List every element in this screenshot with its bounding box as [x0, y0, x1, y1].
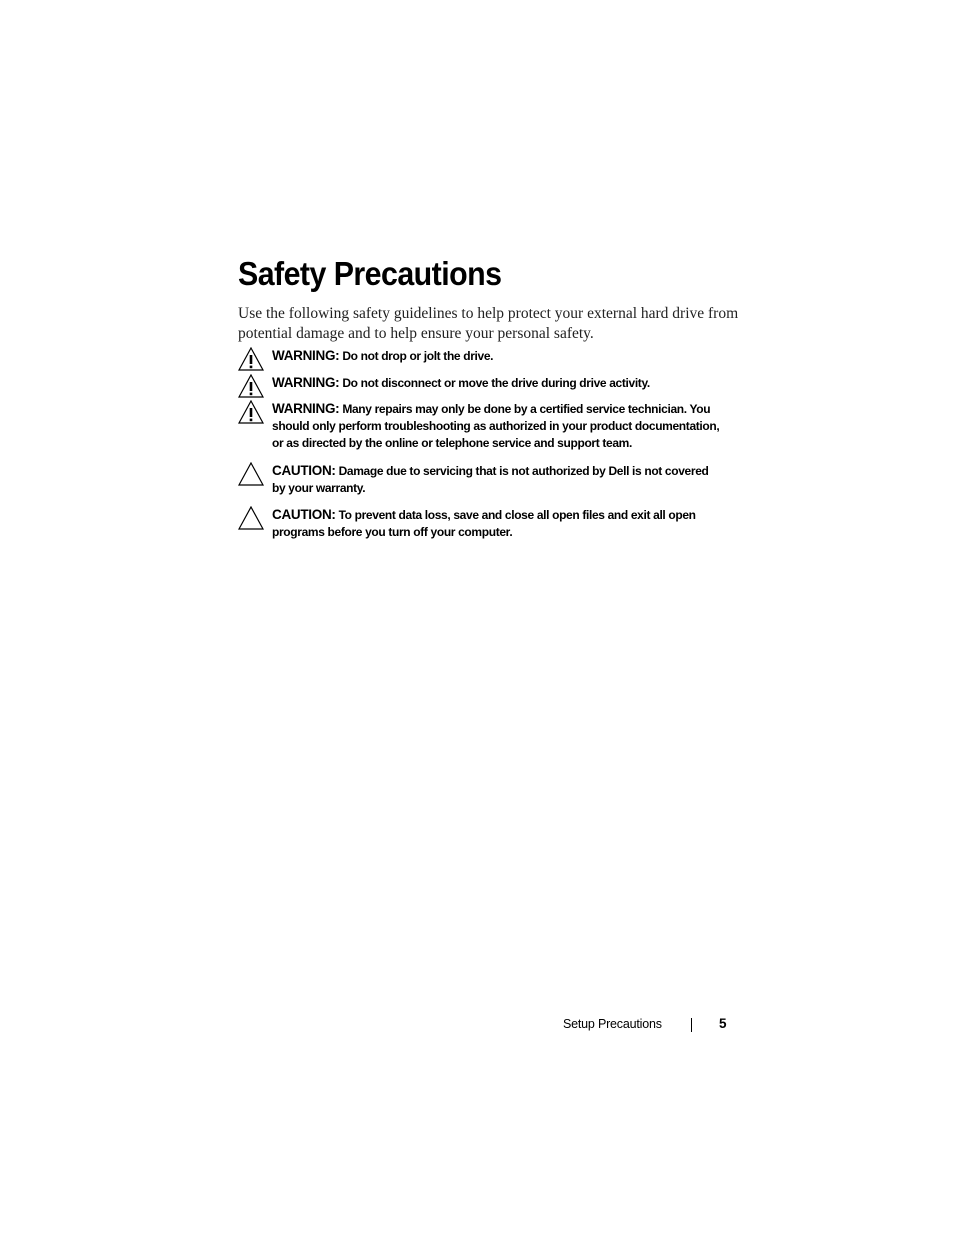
notice-line: by your warranty.	[272, 481, 366, 495]
caution-triangle-icon	[238, 506, 264, 530]
caution-triangle-icon	[238, 462, 264, 486]
footer-separator	[691, 1018, 692, 1032]
warning-notice	[238, 400, 743, 452]
notice-line: Do not disconnect or move the drive during drive activity.	[342, 376, 650, 390]
intro-paragraph: Use the following safety guidelines to help protect your external hard drive from potential damage and to help ensure your personal safety.	[238, 305, 739, 342]
notice-label: WARNING:	[272, 401, 340, 416]
page-title: Safety Precautions	[238, 255, 502, 292]
warning-exclamation-icon	[238, 400, 264, 424]
caution-notice	[238, 506, 743, 541]
notice-line: Do not drop or jolt the drive.	[342, 349, 494, 363]
warning-notice	[238, 347, 743, 365]
notice-line: Many repairs may only be done by a certified service technician. You	[342, 402, 711, 416]
notice-line: programs before you turn off your computer.	[272, 525, 513, 539]
caution-notice	[238, 462, 743, 497]
warning-notice	[238, 374, 743, 392]
notice-label: CAUTION:	[272, 507, 336, 522]
warning-exclamation-icon	[238, 374, 264, 398]
notice-label: WARNING:	[272, 348, 340, 363]
footer-section-title: Setup Precautions	[563, 1017, 662, 1031]
notice-line: should only perform troubleshooting as authorized in your product documentation,	[272, 419, 720, 433]
notice-line: or as directed by the online or telephone service and support team.	[272, 436, 632, 450]
notice-label: CAUTION:	[272, 463, 336, 478]
page-number: 5	[719, 1016, 727, 1031]
notice-label: WARNING:	[272, 375, 340, 390]
warning-exclamation-icon	[238, 347, 264, 371]
notice-line: Damage due to servicing that is not authorized by Dell is not covered	[338, 464, 709, 478]
notice-line: To prevent data loss, save and close all open files and exit all open	[338, 508, 696, 522]
